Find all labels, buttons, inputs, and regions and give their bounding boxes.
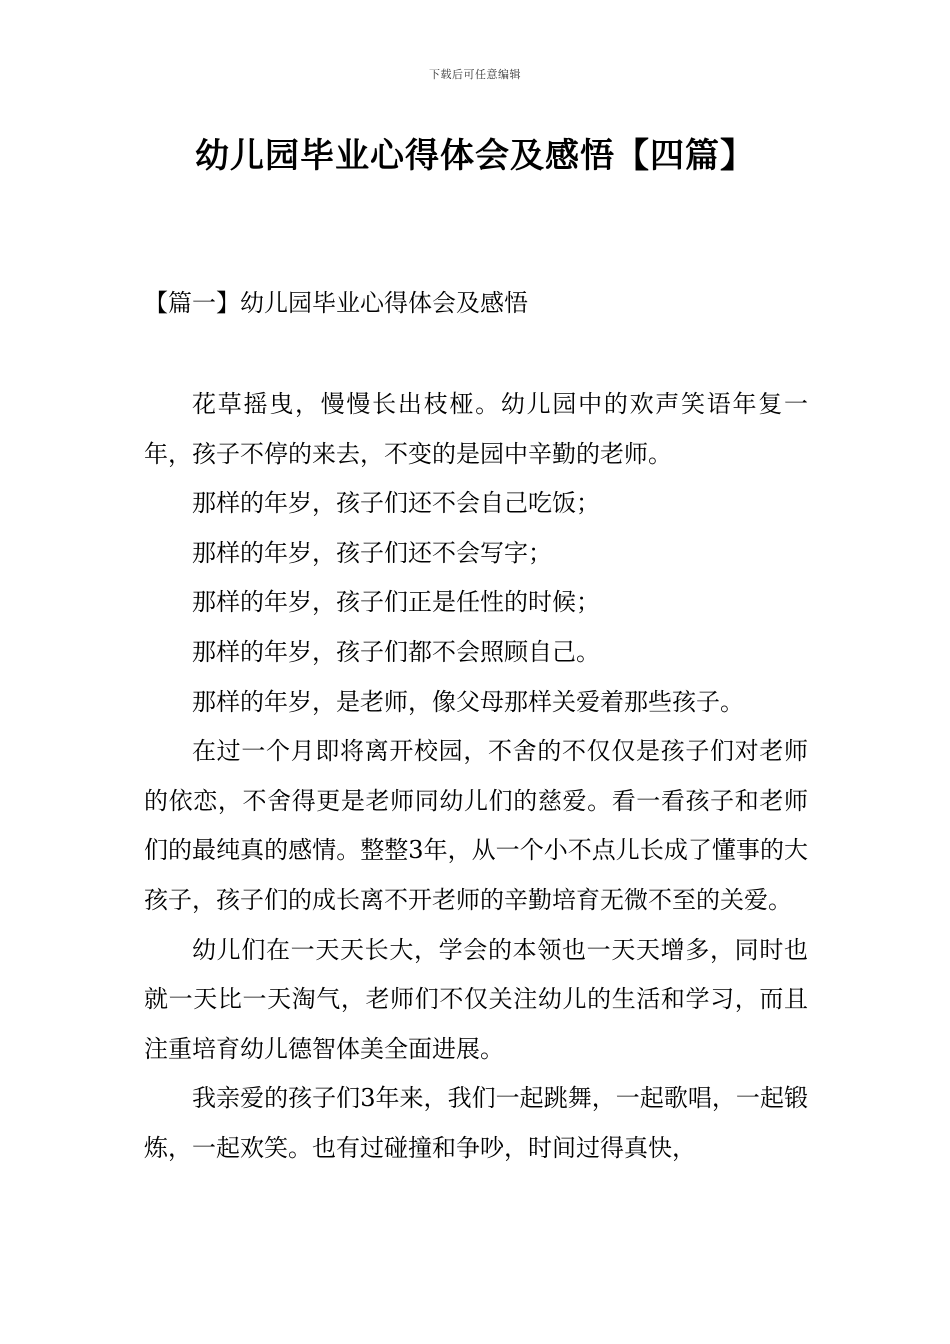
body-text — [144, 380, 808, 1174]
paragraph: 幼儿们在一天天长大，学会的本领也一天天增多，同时也就一天比一天淘气，老师们不仅关注幼儿的生活和学习，而且注重培育幼儿德智体美全面进展。 — [144, 935, 808, 1063]
paragraph: 那样的年岁，孩子们还不会自己吃饭； — [192, 489, 600, 518]
header-note: 下载后可任意编辑 — [429, 68, 521, 81]
paragraph: 那样的年岁，孩子们都不会照顾自己。 — [192, 637, 600, 666]
section-heading: 【篇一】幼儿园毕业心得体会及感悟 — [144, 289, 528, 317]
paragraph: 我亲爱的孩子们3年来，我们一起跳舞，一起歌唱，一起锻炼，一起欢笑。也有过碰撞和争吵，时间过得真快， — [144, 1084, 808, 1162]
document-title: 幼儿园毕业心得体会及感悟【四篇】 — [195, 136, 755, 176]
paragraph: 那样的年岁，孩子们正是任性的时候； — [192, 588, 600, 617]
paragraph: 花草摇曳，慢慢长出枝桠。幼儿园中的欢声笑语年复一年，孩子不停的来去，不变的是园中辛勤的老师。 — [144, 390, 808, 468]
paragraph: 那样的年岁，是老师，像父母那样关爱着那些孩子。 — [192, 687, 744, 716]
paragraph: 在过一个月即将离开校园，不舍的不仅仅是孩子们对老师的依恋，不舍得更是老师同幼儿们的慈爱。看一看孩子和老师们的最纯真的感情。整整3年，从一个小不点儿长成了懂事的大孩子，孩子们的成长离不开老师的辛勤培育无微不至的关爱。 — [144, 737, 808, 914]
paragraph: 那样的年岁，孩子们还不会写字； — [192, 538, 552, 567]
